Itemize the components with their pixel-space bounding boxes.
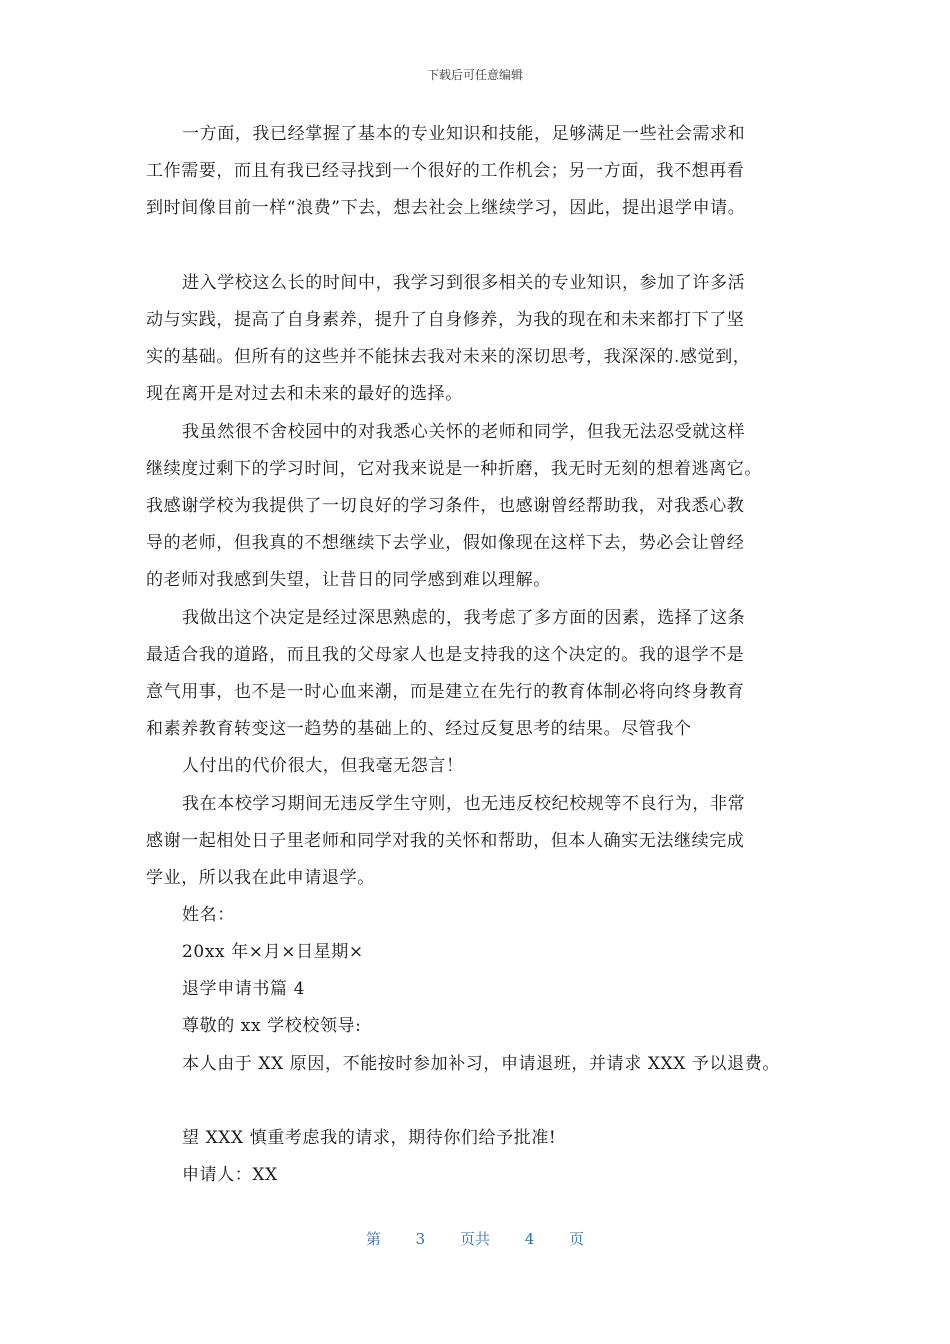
- paragraph-line: 工作需要，而且有我已经寻找到一个很好的工作机会；另一方面，我不想再看: [146, 161, 745, 181]
- paragraph-line: 人付出的代价很大，但我毫无怨言！: [182, 756, 464, 776]
- paragraph-line: 进入学校这么长的时间中，我学习到很多相关的专业知识，参加了许多活: [182, 273, 746, 293]
- salutation-line: 尊敬的 xx 学校校领导:: [182, 1016, 362, 1036]
- paragraph-line: 我虽然很不舍校园中的对我悉心关怀的老师和同学，但我无法忍受就这样: [182, 422, 746, 442]
- paragraph-line: 到时间像目前一样“浪费”下去，想去社会上继续学习，因此，提出退学申请。: [146, 198, 746, 218]
- paragraph-line: 我在本校学习期间无违反学生守则，也无违反校纪校规等不良行为，非常: [182, 794, 746, 814]
- page-total-number: 4: [524, 1230, 535, 1248]
- page-footer: [0, 1228, 950, 1249]
- paragraph-line: 学业，所以我在此申请退学。: [146, 868, 375, 888]
- paragraph-line: 本人由于 XX 原因，不能按时参加补习，申请退班，并请求 XXX 予以退费。: [182, 1054, 780, 1074]
- page-current-number: 3: [415, 1230, 426, 1248]
- paragraph-line: 我做出这个决定是经过深思熟虑的，我考虑了多方面的因素，选择了这条: [182, 608, 746, 628]
- paragraph-line: 望 XXX 慎重考虑我的请求，期待你们给予批准!: [182, 1128, 557, 1148]
- paragraph-line: 感谢一起相处日子里老师和同学对我的关怀和帮助，但本人确实无法继续完成: [146, 831, 745, 851]
- page-label-suffix: 页: [569, 1230, 585, 1248]
- date-line: 20xx 年×月×日星期×: [182, 942, 364, 962]
- applicant-line: 申请人：XX: [182, 1165, 278, 1185]
- paragraph-line: 继续度过剩下的学习时间，它对我来说是一种折磨，我无时无刻的想着逃离它。: [146, 459, 762, 479]
- page-label-prefix: 第: [365, 1230, 381, 1248]
- paragraph-line: 导的老师，但我真的不想继续下去学业，假如像现在这样下去，势必会让曾经: [146, 533, 745, 553]
- paragraph-line: 和素养教育转变这一趋势的基础上的、经过反复思考的结果。尽管我个: [146, 719, 692, 739]
- paragraph-line: 现在离开是对过去和未来的最好的选择。: [146, 384, 463, 404]
- page-header: 下载后可任意编辑: [426, 68, 523, 82]
- paragraph-line: 的老师对我感到失望，让昔日的同学感到难以理解。: [146, 570, 551, 590]
- paragraph-line: 动与实践，提高了自身素养，提升了自身修养，为我的现在和未来都打下了坚: [146, 310, 745, 330]
- paragraph-line: 一方面，我已经掌握了基本的专业知识和技能，足够满足一些社会需求和: [182, 124, 746, 144]
- section-title: 退学申请书篇 4: [182, 979, 306, 999]
- name-line: 姓名：: [182, 905, 235, 925]
- paragraph-line: 我感谢学校为我提供了一切良好的学习条件，也感谢曾经帮助我，对我悉心教: [146, 496, 745, 516]
- paragraph-line: 最适合我的道路，而且我的父母家人也是支持我的这个决定的。我的退学不是: [146, 645, 745, 665]
- paragraph-line: 实的基础。但所有的这些并不能抹去我对未来的深切思考，我深深的.感觉到，: [146, 347, 751, 367]
- page-label-middle: 页共: [459, 1230, 490, 1248]
- paragraph-line: 意气用事，也不是一时心血来潮，而是建立在先行的教育体制必将向终身教育: [146, 682, 745, 702]
